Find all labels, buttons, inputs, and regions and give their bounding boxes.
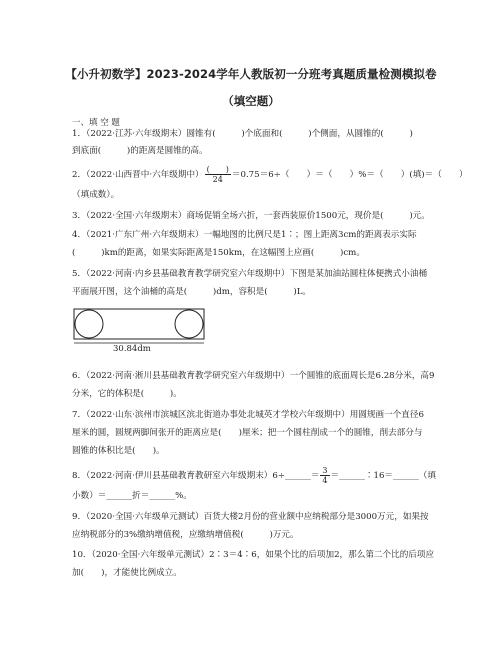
question-9-line-2: 应纳税部分的3%缴纳增值税，应缴纳增值税( )万元。	[72, 530, 299, 540]
cylinder-net-figure	[72, 306, 212, 346]
question-2-fraction	[205, 165, 231, 184]
cylinder-net-label: 30.84dm	[113, 344, 151, 354]
question-7-line-2: 厘米的圆，圆规两脚间张开的距离应是( )厘米；把一个圆柱削成一个的圆锥，削去部分与	[72, 428, 423, 438]
section-heading: 一、填 空 题	[72, 118, 120, 128]
fraction-denominator: 4	[322, 476, 328, 485]
fraction-numerator: 3	[322, 466, 328, 475]
question-8-line-1	[72, 466, 436, 485]
question-5-line-1: 5．（2022·河南·内乡县基础教育教学研究室六年级期中）下图是某加油站圆柱体便携式小油桶	[72, 269, 428, 279]
cylinder-base-circle-right	[175, 310, 203, 338]
cylinder-base-circle-left	[75, 310, 103, 338]
question-2-prefix: 2．（2022·山西晋中·六年级期中）	[72, 170, 204, 180]
page-title: 【小升初数学】2023-2024学年人教版初一分班考真题质量检测模拟卷	[65, 67, 437, 81]
question-8-suffix: ＝______∶16＝______（填	[330, 471, 436, 481]
question-4-line-2: ( )km的距离，如果实际距离是150km，在这幅图上应画( )cm。	[72, 248, 365, 258]
question-2-line-2: （填成数）。	[72, 190, 120, 200]
question-6-line-1: 6．（2022·河南·淅川县基础教育教学研究室六年级期中）一个圆锥的底面周长是6.28分米，高9	[72, 371, 435, 381]
question-3: 3．（2022·全国·六年级期末）商场促销全场六折，一套西装原价1500元，现价是( )元。	[72, 211, 430, 221]
question-10-line-1: 10．（2020·全国·六年级单元测试）2∶3＝4∶6，如果个比的后项加2，那么第二个比的后项应	[72, 550, 435, 560]
question-7-line-3: 圆锥的体积比是( )。	[72, 446, 165, 456]
cylinder-side-rectangle	[74, 309, 204, 339]
fraction-denominator: 24	[212, 175, 223, 184]
question-1-line-2: 到底面( )的距离是圆锥的高。	[72, 146, 208, 156]
question-2-suffix: ＝0.75＝6÷（ ）＝（ ）%＝（ ）(填)＝（ ）	[231, 170, 468, 180]
question-8-fraction	[320, 466, 329, 485]
question-10-line-2: 加( )，才能使比例成立。	[72, 568, 182, 578]
question-5-line-2: 平面展开图，这个油桶的高是( )dm，容积是( )L。	[72, 287, 312, 297]
fraction-numerator: ( )	[206, 165, 229, 174]
question-8-line-2: 小数）＝______折＝______%。	[72, 491, 192, 501]
question-2-line-1	[72, 165, 468, 184]
question-6-line-2: 分米，它的体积是( )。	[72, 389, 182, 399]
page-subtitle: （填空题）	[222, 94, 280, 108]
question-8-prefix: 8．（2022·河南·伊川县基础教育教研室六年级期末）6÷______＝	[72, 471, 320, 481]
question-7-line-1: 7．（2022·山东·滨州市滨城区滨北街道办事处北城英才学校六年级期中）用圆规画一个直径6	[72, 410, 424, 420]
question-4-line-1: 4．（2021·广东广州·六年级期末）一幅地图的比例尺是1∶；图上距离3cm的距离表示实际	[72, 230, 417, 240]
question-9-line-1: 9．（2020·全国·六年级单元测试）百货大楼2月份的营业额中应纳税部分是3000万元，如果按	[72, 512, 429, 522]
question-1-line-1: 1．（2022·江苏·六年级期末）圆锥有( )个底面和( )个侧面，从圆锥的( )	[72, 129, 413, 139]
